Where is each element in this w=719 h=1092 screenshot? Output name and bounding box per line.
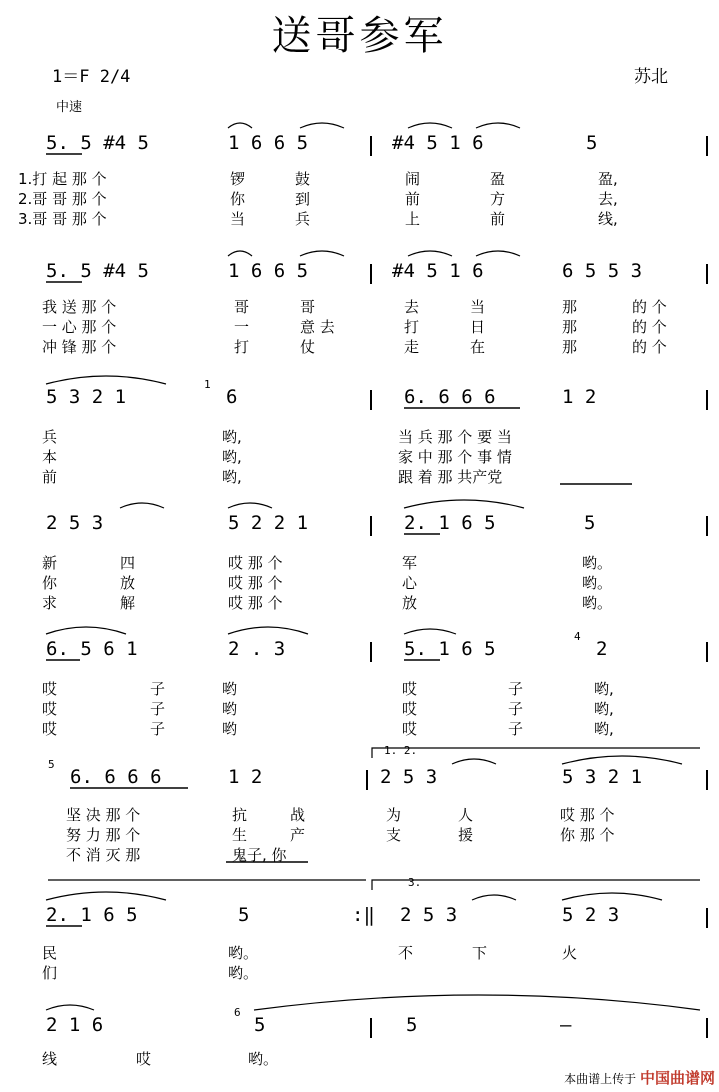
- measure: 6. 6 6 6: [404, 386, 496, 408]
- measure: 5 2 2 1: [228, 512, 309, 534]
- measure: 2. 1 6 5: [46, 904, 138, 926]
- measure: 1 6 6 5: [228, 260, 309, 282]
- slur: [562, 756, 682, 764]
- lyric-line: 努 力 那 个 生 产 支 援 你 那 个: [66, 826, 615, 844]
- measure: 5 3 2 1: [562, 766, 643, 788]
- measure: 5: [586, 132, 598, 154]
- measure: 1 2: [228, 766, 263, 788]
- measure: 6: [226, 386, 238, 408]
- lyric-line: 新 四 哎 那 个 军 哟。: [42, 554, 613, 572]
- lyric-line: 1.打 起 那 个 锣 鼓 闹 盈 盈,: [18, 170, 618, 188]
- volta-bracket: [372, 748, 700, 758]
- slur: [562, 893, 662, 900]
- grace-note: 6: [234, 1006, 241, 1019]
- measure: 5. 5 #4 5: [46, 260, 149, 282]
- measure: 5. 1 6 5: [404, 638, 496, 660]
- lyric-line: 坚 决 那 个 抗 战 为 人 哎 那 个: [66, 806, 615, 824]
- lyric-line: 哎 子 哟 哎 子 哟,: [42, 680, 614, 698]
- measure: 6 5 5 3: [562, 260, 643, 282]
- measure: 6. 6 6 6: [70, 766, 162, 788]
- lyric-line: 3.哥 哥 那 个 当 兵 上 前 线,: [18, 210, 618, 228]
- lyric-line: 不 消 灭 那 鬼子, 你: [66, 846, 287, 864]
- grace-note: 4: [574, 630, 581, 643]
- measure: 2 . 3: [228, 638, 286, 660]
- measure: 5: [254, 1014, 266, 1036]
- measure: –: [560, 1014, 572, 1036]
- slur: [228, 123, 252, 128]
- volta-label: 1. 2.: [384, 744, 418, 757]
- slur: [46, 376, 166, 384]
- slur: [228, 503, 272, 508]
- repeat-sign: :‖: [352, 904, 375, 926]
- measure: 5: [584, 512, 596, 534]
- slur: [300, 123, 344, 128]
- measure: 6. 5 6 1: [46, 638, 138, 660]
- site-logo: 中国曲谱网: [639, 1069, 715, 1087]
- lyric-line: 本 哟, 家 中 那 个 事 情: [42, 448, 512, 466]
- footer-credit: 本曲谱上传于 中国曲谱网: [564, 1069, 715, 1087]
- key-signature: 1＝F 2/4: [52, 67, 131, 87]
- grace-note: 5: [48, 758, 55, 771]
- slur: [408, 251, 452, 256]
- lyric-line: 冲 锋 那 个 打 仗 走 在 那 的 个: [42, 338, 667, 356]
- measure: 1 6 6 5: [228, 132, 309, 154]
- page-title: 送哥参军: [271, 13, 448, 59]
- tempo-marking: 中速: [56, 100, 83, 115]
- lyric-line: 2.哥 哥 那 个 你 到 前 方 去,: [18, 190, 618, 208]
- slur: [476, 123, 520, 128]
- slur: [120, 503, 164, 508]
- region-label: 苏北: [634, 67, 668, 87]
- slur: [228, 627, 308, 634]
- slur: [404, 629, 456, 634]
- lyric-line: 哎 子 哟 哎 子 哟,: [42, 700, 614, 718]
- measure: 5: [238, 904, 250, 926]
- lyric-line: 一 心 那 个 一 意 去 打 日 那 的 个: [42, 318, 667, 336]
- measure: 2 5 3: [400, 904, 458, 926]
- lyric-line: 兵 哟, 当 兵 那 个 要 当: [42, 428, 512, 446]
- slur: [46, 892, 166, 900]
- lyric-line: 你 放 哎 那 个 心 哟。: [42, 574, 613, 592]
- lyric-line: 前 哟, 跟 着 那 共产党: [42, 468, 503, 486]
- slur: [408, 123, 452, 128]
- slur: [404, 500, 524, 508]
- slur: [472, 895, 516, 900]
- volta-bracket: [372, 880, 700, 890]
- volta-label: 3.: [408, 876, 422, 889]
- grace-note: 1: [204, 378, 211, 391]
- measure: 2 1 6: [46, 1014, 104, 1036]
- slur: [452, 759, 496, 764]
- measure: 2. 1 6 5: [404, 512, 496, 534]
- measure: 5. 5 #4 5: [46, 132, 149, 154]
- slur: [46, 1005, 94, 1010]
- slur: [46, 627, 126, 634]
- measure: 5: [406, 1014, 418, 1036]
- measure: #4 5 1 6: [392, 132, 484, 154]
- measure: 2 5 3: [380, 766, 438, 788]
- lyric-line: 民 哟。 不 下 火: [42, 944, 578, 962]
- measure: #4 5 1 6: [392, 260, 484, 282]
- measure: 5 3 2 1: [46, 386, 127, 408]
- measure: 1 2: [562, 386, 597, 408]
- measure: 2: [596, 638, 608, 660]
- measure: 5 2 3: [562, 904, 620, 926]
- lyric-line: 求 解 哎 那 个 放 哟。: [42, 594, 613, 612]
- slur: [300, 251, 344, 256]
- slur: [228, 251, 252, 256]
- lyric-line: 线 哎 哟。: [42, 1050, 279, 1068]
- slur: [476, 251, 520, 256]
- measure: 2 5 3: [46, 512, 104, 534]
- lyric-line: 们 哟。: [42, 964, 259, 982]
- slur: [254, 995, 700, 1010]
- lyric-line: 哎 子 哟 哎 子 哟,: [42, 720, 614, 738]
- lyric-line: 我 送 那 个 哥 哥 去 当 那 的 个: [42, 298, 667, 316]
